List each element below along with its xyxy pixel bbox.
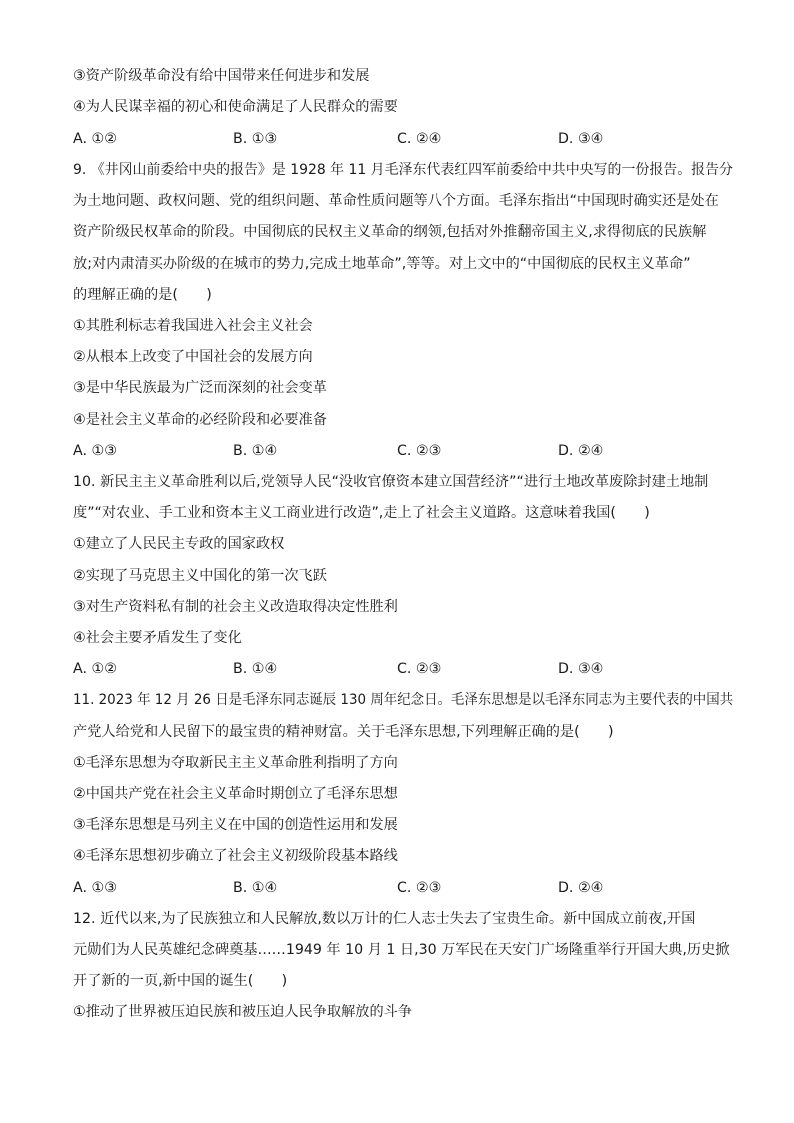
statement-4: ④是社会主义革命的必经阶段和必要准备 bbox=[73, 412, 327, 428]
question-12-text: 开了新的一页,新中国的诞生( ) bbox=[73, 973, 288, 989]
option-d: D. ②④ bbox=[558, 880, 604, 896]
statement-1: ①其胜利标志着我国进入社会主义社会 bbox=[73, 318, 313, 334]
option-a: A. ①③ bbox=[73, 443, 117, 459]
option-b: B. ①④ bbox=[233, 880, 278, 896]
statement-3: ③是中华民族最为广泛而深刻的社会变革 bbox=[73, 380, 327, 396]
option-a: A. ①② bbox=[73, 661, 117, 677]
text-line: ④为人民谋幸福的初心和使命满足了人民群众的需要 bbox=[73, 99, 398, 115]
question-10-text: 度”“对农业、手工业和资本主义工商业进行改造”,走上了社会主义道路。这意味着我国( ) bbox=[73, 505, 650, 521]
question-10-text: 10. 新民主主义革命胜利以后,党领导人民“没收官僚资本建立国营经济”“进行土地改革废除封建土地制 bbox=[73, 474, 709, 490]
statement-1: ①毛泽东思想为夺取新民主主义革命胜利指明了方向 bbox=[73, 755, 398, 771]
option-b: B. ①④ bbox=[233, 661, 278, 677]
statement-3: ③对生产资料私有制的社会主义改造取得决定性胜利 bbox=[73, 599, 398, 615]
option-d: D. ③④ bbox=[558, 661, 604, 677]
option-c: C. ②③ bbox=[397, 661, 442, 677]
statement-2: ②从根本上改变了中国社会的发展方向 bbox=[73, 349, 313, 365]
statement-4: ④社会主要矛盾发生了变化 bbox=[73, 630, 242, 646]
option-c: C. ②④ bbox=[397, 131, 442, 147]
option-a: A. ①② bbox=[73, 131, 117, 147]
statement-2: ②中国共产党在社会主义革命时期创立了毛泽东思想 bbox=[73, 786, 398, 802]
option-c: C. ②③ bbox=[397, 443, 442, 459]
question-9-text: 资产阶级民权革命的阶段。中国彻底的民权主义革命的纲领,包括对外推翻帝国主义,求得彻底的民族解 bbox=[73, 224, 707, 240]
question-12-text: 元勋们为人民英雄纪念碑奠基……1949 年 10 月 1 日,30 万军民在天安门广场隆重举行开国大典,历史掀 bbox=[73, 942, 730, 958]
option-c: C. ②③ bbox=[397, 880, 442, 896]
option-d: D. ②④ bbox=[558, 443, 604, 459]
statement-4: ④毛泽东思想初步确立了社会主义初级阶段基本路线 bbox=[73, 848, 398, 864]
statement-1: ①建立了人民民主专政的国家政权 bbox=[73, 536, 285, 552]
option-b: B. ①④ bbox=[233, 443, 278, 459]
option-b: B. ①③ bbox=[233, 131, 278, 147]
question-9-text: 放;对内肃清买办阶级的在城市的势力,完成土地革命”,等等。对上文中的“中国彻底的民权主义革命” bbox=[73, 256, 691, 272]
statement-3: ③毛泽东思想是马列主义在中国的创造性运用和发展 bbox=[73, 817, 398, 833]
option-d: D. ③④ bbox=[558, 131, 604, 147]
question-11-text: 11. 2023 年 12 月 26 日是毛泽东同志诞辰 130 周年纪念日。毛泽东思想是以毛泽东同志为主要代表的中国共 bbox=[73, 692, 734, 708]
question-9-text: 为土地问题、政权问题、党的组织问题、革命性质问题等八个方面。毛泽东指出“中国现时确实还是处在 bbox=[73, 193, 719, 209]
statement-2: ②实现了马克思主义中国化的第一次飞跃 bbox=[73, 568, 327, 584]
statement-1: ①推动了世界被压迫民族和被压迫人民争取解放的斗争 bbox=[73, 1004, 413, 1020]
question-11-text: 产党人给党和人民留下的最宝贵的精神财富。关于毛泽东思想,下列理解正确的是( ) bbox=[73, 724, 614, 740]
question-9-text: 9. 《井冈山前委给中央的报告》是 1928 年 11 月毛泽东代表红四军前委给中共中央写的一份报告。报告分 bbox=[73, 162, 733, 178]
option-a: A. ①③ bbox=[73, 880, 117, 896]
question-12-text: 12. 近代以来,为了民族独立和人民解放,数以万计的仁人志士失去了宝贵生命。新中国成立前夜,开国 bbox=[73, 911, 696, 927]
text-line: ③资产阶级革命没有给中国带来任何进步和发展 bbox=[73, 68, 370, 84]
question-9-text: 的理解正确的是( ) bbox=[73, 287, 212, 303]
